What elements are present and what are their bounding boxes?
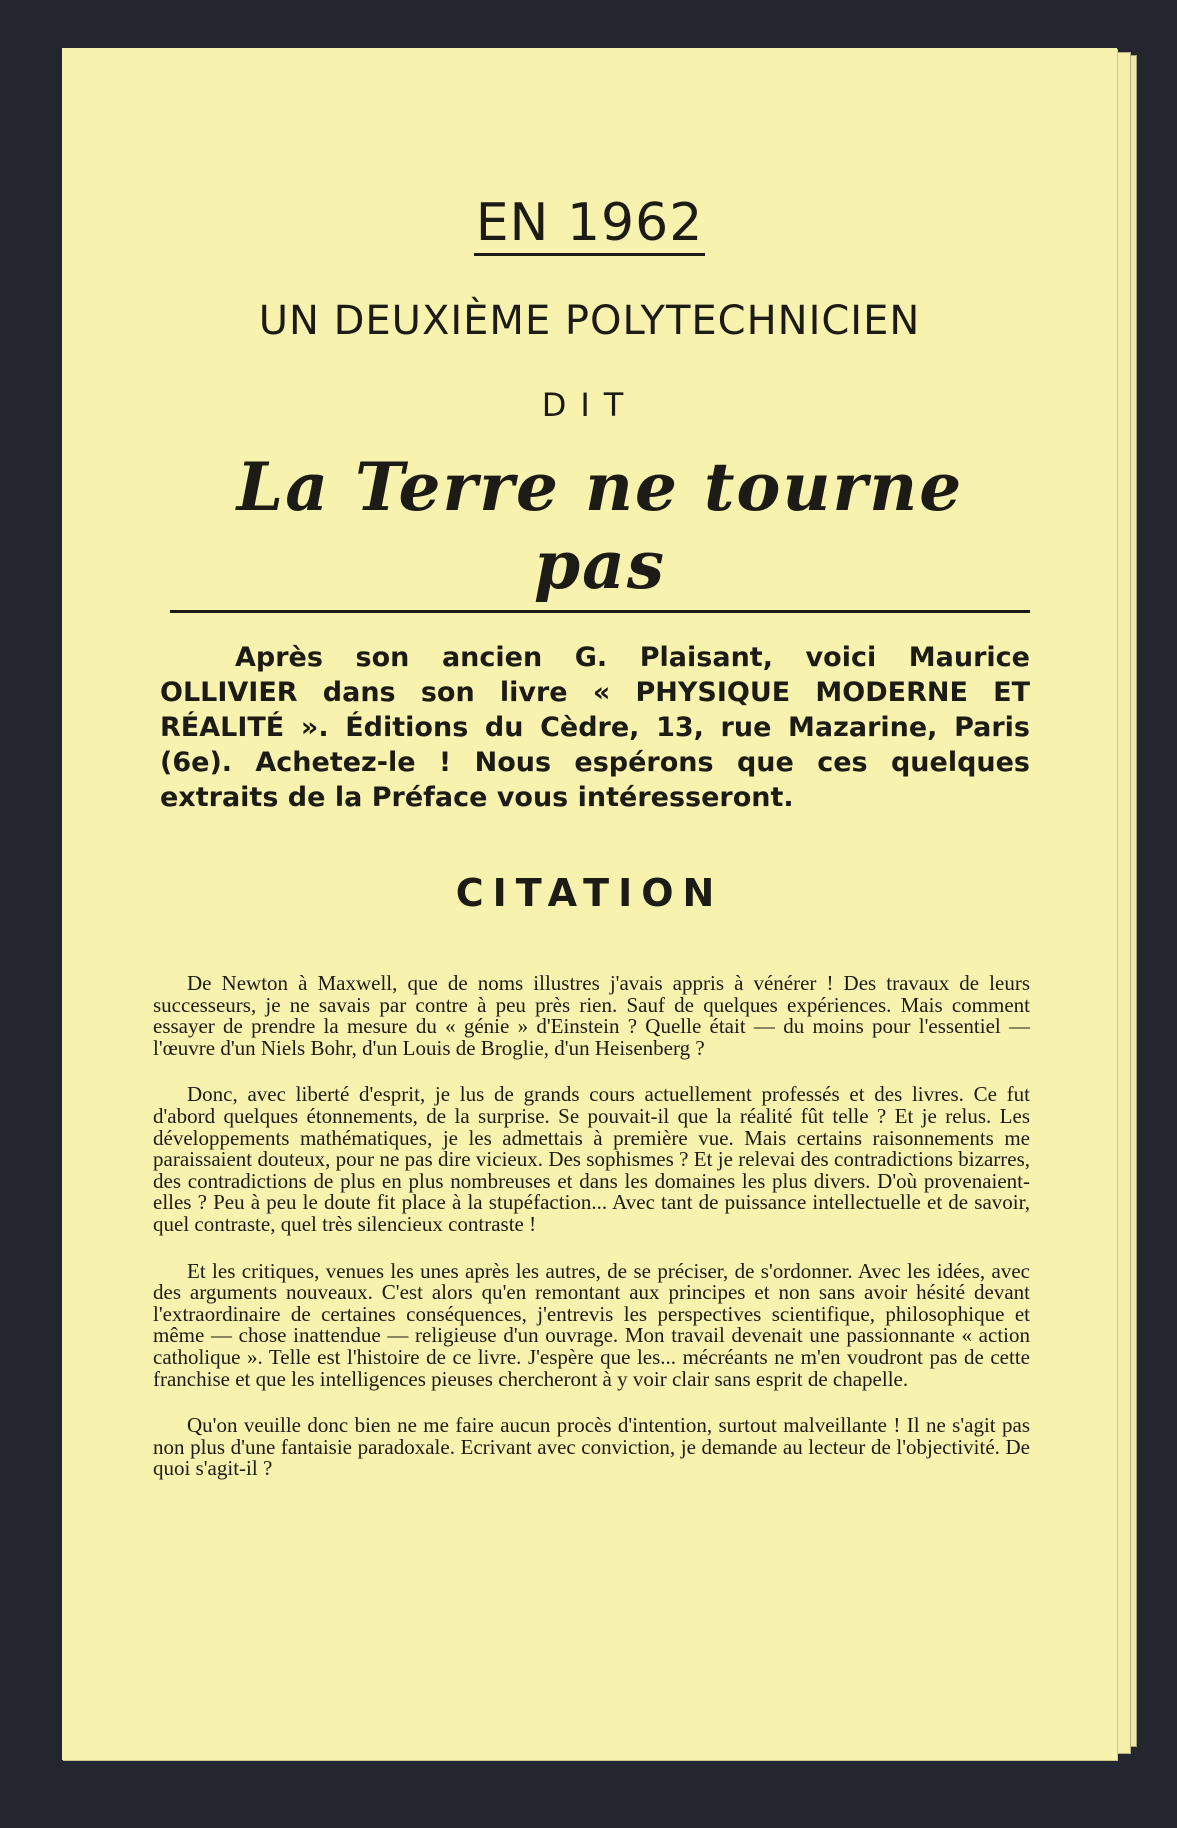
year-heading-text: EN 1962 <box>474 193 706 256</box>
citation-paragraph: Et les critiques, venues les unes après les autres, de se préciser, de s'ordonner. Avec les idées, avec des arguments nouveaux. C'est alors qu'en remontant aux principes et non sans avoir hésité devant l'extraordinaire de certaines conséquences, j'entrevis les perspectives scientifique, philosophique et même — chose inattendue — religieuse d'un ouvrage. Mon travail devenait une passionnante « action catholique ». Telle est l'histoire de ce livre. J'espère que les... mécréants ne m'en voudront pas de cette franchise et que les intelligences pieuses chercheront à y voir clair sans esprit de chapelle. <box>153 1258 1030 1391</box>
citation-paragraph: Donc, avec liberté d'esprit, je lus de grands cours actuellement professés et des livres. Ce fut d'abord quelques étonnements, de la surprise. Se pouvait-il que la réalité fût telle ? Et je relus. Les développements mathématiques, je les admettais à première vue. Mais certains raisonnements me paraissaient douteux, pour ne pas dire vicieux. Des sophismes ? Et je relevai des contradictions bizarres, des contradictions de plus en plus nombreuses et dans les domaines les plus divers. D'où provenaient-elles ? Peu à peu le doute fit place à la stupéfaction... Avec tant de puissance intellectuelle et de savoir, quel contraste, quel très silencieux contraste ! <box>153 1082 1030 1236</box>
citation-heading: CITATION <box>455 871 724 915</box>
leaflet-page <box>62 48 1117 1760</box>
citation-paragraph: Qu'on veuille donc bien ne me faire aucun procès d'intention, surtout malveillante ! Il ne s'agit pas non plus d'une fantaisie paradoxale. Ecrivant avec conviction, je demande au lecteur de l'objectivité. De quoi s'agit-il ? <box>153 1413 1030 1481</box>
subtitle: UN DEUXIÈME POLYTECHNICIEN <box>258 298 921 344</box>
slogan-title: La Terre ne tourne pas <box>170 448 1030 613</box>
intro-paragraph: Après son ancien G. Plaisant, voici Maurice OLLIVIER dans son livre « PHYSIQUE MODERNE ET RÉALITÉ ». Éditions du Cèdre, 13, rue Mazarine, Paris (6e). Achetez-le ! Nous espérons que ces quelques extraits de la Préface vous intéresseront. <box>160 642 1030 813</box>
verb-heading: DIT <box>541 386 638 424</box>
citation-paragraph: De Newton à Maxwell, que de noms illustres j'avais appris à vénérer ! Des travaux de leurs successeurs, je ne savais par contre à peu près rien. Sauf de quelques expériences. Mais comment essayer de prendre la mesure du « génie » d'Einstein ? Quelle était — du moins pour l'essentiel — l'œuvre d'un Niels Bohr, d'un Louis de Broglie, d'un Heisenberg ? <box>153 971 1030 1060</box>
citation-text <box>153 973 1030 1505</box>
year-heading <box>62 193 1117 253</box>
